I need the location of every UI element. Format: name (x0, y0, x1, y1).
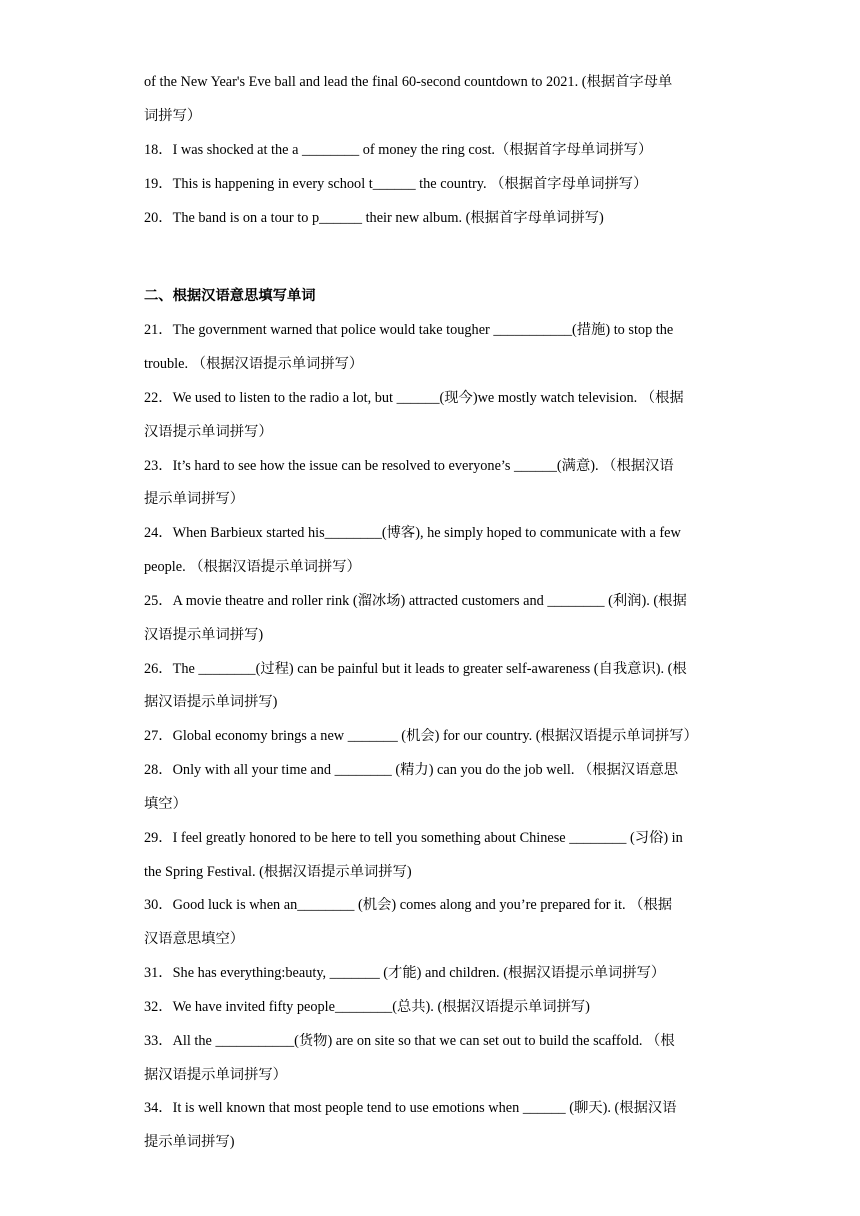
text-line: 提示单词拼写） (144, 491, 245, 507)
question-28: 28．Only with all your time and ________ (精力) can you do the job well. （根据汉语意思 (144, 762, 679, 778)
question-18: 18．I was shocked at the a ________ of money the ring cost.（根据首字母单词拼写） (144, 142, 653, 158)
text-line: people. （根据汉语提示单词拼写） (144, 559, 361, 575)
question-31: 31．She has everything:beauty, _______ (才能) and children. (根据汉语提示单词拼写） (144, 965, 666, 981)
text-line: of the New Year's Eve ball and lead the final 60-second countdown to 2021. (根据首字母单 (144, 74, 673, 90)
question-21: 21．The government warned that police would take tougher ___________(措施) to stop the (144, 322, 674, 338)
question-22: 22．We used to listen to the radio a lot, but ______(现今)we mostly watch television. （根据 (144, 390, 684, 406)
text-line: 汉语提示单词拼写) (144, 627, 264, 643)
question-27: 27．Global economy brings a new _______ (机会) for our country. (根据汉语提示单词拼写） (144, 728, 698, 744)
text-line: 汉语提示单词拼写） (144, 424, 273, 440)
section-heading: 二、根据汉语意思填写单词 (144, 288, 316, 304)
question-25: 25．A movie theatre and roller rink (溜冰场) attracted customers and ________ (利润). (根据 (144, 593, 687, 609)
question-26: 26．The ________(过程) can be painful but it leads to greater self-awareness (自我意识). (根 (144, 661, 687, 677)
question-24: 24．When Barbieux started his________(博客), he simply hoped to communicate with a few (144, 525, 681, 541)
question-32: 32．We have invited fifty people________(总共). (根据汉语提示单词拼写) (144, 999, 590, 1015)
question-23: 23．It’s hard to see how the issue can be resolved to everyone’s ______(满意). （根据汉语 (144, 458, 674, 474)
text-line: 词拼写） (144, 108, 202, 124)
text-line: the Spring Festival. (根据汉语提示单词拼写) (144, 864, 412, 880)
question-29: 29．I feel greatly honored to be here to tell you something about Chinese ________ (习俗) in (144, 830, 683, 846)
text-line: 据汉语提示单词拼写） (144, 1067, 287, 1083)
text-line: 汉语意思填空） (144, 931, 245, 947)
question-20: 20．The band is on a tour to p______ their new album. (根据首字母单词拼写) (144, 210, 604, 226)
question-34: 34．It is well known that most people tend to use emotions when ______ (聊天). (根据汉语 (144, 1100, 677, 1116)
question-33: 33．All the ___________(货物) are on site so that we can set out to build the scaffold. （根 (144, 1033, 675, 1049)
text-line: 填空） (144, 796, 187, 812)
question-19: 19．This is happening in every school t______ the country. （根据首字母单词拼写） (144, 176, 648, 192)
question-30: 30．Good luck is when an________ (机会) comes along and you’re prepared for it. （根据 (144, 897, 673, 913)
text-line: 据汉语提示单词拼写) (144, 694, 278, 710)
text-line: trouble. （根据汉语提示单词拼写） (144, 356, 364, 372)
text-line: 提示单词拼写) (144, 1134, 235, 1150)
